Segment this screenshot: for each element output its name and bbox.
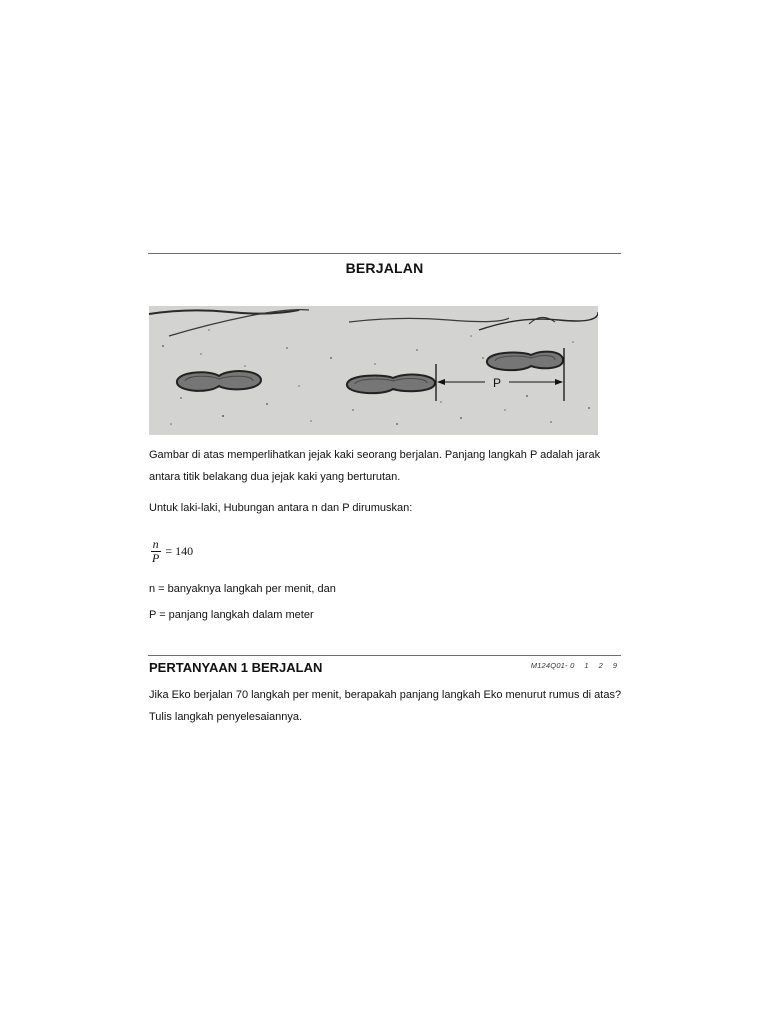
question-code-id: M124Q01- xyxy=(530,661,568,670)
formula-rhs: = 140 xyxy=(165,543,194,558)
formula-intro: Untuk laki-laki, Hubungan antara n dan P dirumuskan: xyxy=(149,502,413,514)
formula-denominator: P xyxy=(152,550,160,565)
formula xyxy=(150,536,193,566)
intro-paragraph: Gambar di atas memperlihatkan jejak kaki seorang berjalan. Panjang langkah P adalah jarak antara titik belakang dua jejak kaki yang berturutan. xyxy=(149,449,601,483)
footprint-3 xyxy=(487,352,563,371)
definition-p: P = panjang langkah dalam meter xyxy=(149,609,314,621)
question-code xyxy=(500,661,621,670)
question-text: Jika Eko berjalan 70 langkah per menit, berapakah panjang langkah Eko menurut rumus di atas? Tulis langkah penyelesaiannya. xyxy=(149,689,622,723)
step-length-label: P xyxy=(492,376,502,390)
question-rule xyxy=(148,655,621,656)
top-rule xyxy=(148,253,621,254)
section-title: BERJALAN xyxy=(345,260,424,276)
formula-numerator: n xyxy=(152,536,159,551)
question-score-digits: 0 1 2 9 xyxy=(570,661,621,670)
definition-n: n = banyaknya langkah per menit, dan xyxy=(149,583,336,595)
question-title: PERTANYAAN 1 BERJALAN xyxy=(149,660,323,675)
footprint-2 xyxy=(347,375,435,394)
footprints-photo xyxy=(149,306,598,435)
formula-fraction xyxy=(150,538,161,565)
